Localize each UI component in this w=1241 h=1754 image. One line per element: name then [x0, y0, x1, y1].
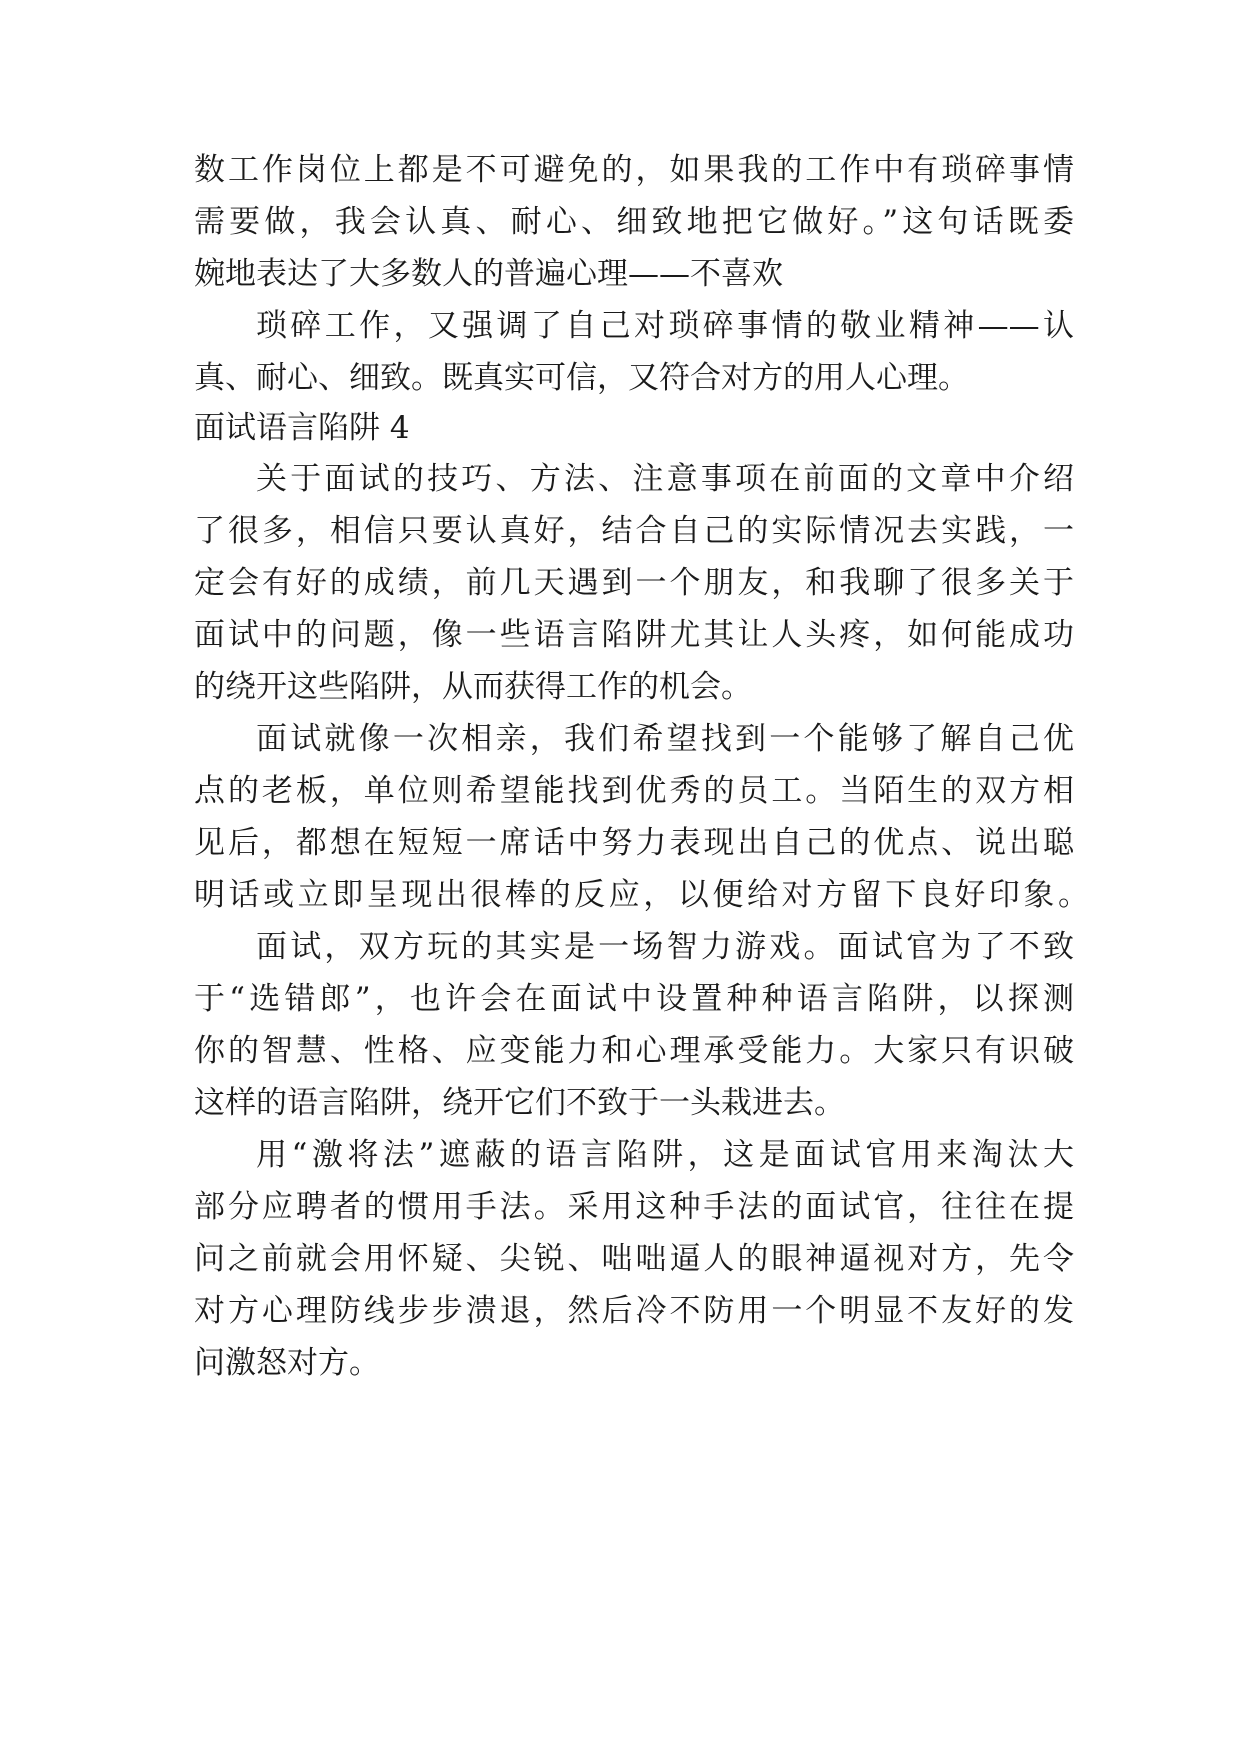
paragraph-line: 的绕开这些陷阱，从而获得工作的机会。 — [194, 669, 752, 705]
paragraph-line: 关于面试的技巧、方法、注意事项在前面的文章中介绍 — [256, 461, 1074, 497]
paragraph-line: 对方心理防线步步溃退，然后冷不防用一个明显不友好的发 — [194, 1293, 1074, 1329]
paragraph-line: 面试，双方玩的其实是一场智力游戏。面试官为了不致 — [256, 929, 1074, 965]
paragraph-line: 于“选错郎”，也许会在面试中设置种种语言陷阱，以探测 — [194, 981, 1074, 1017]
paragraph-line: 琐碎工作，又强调了自己对琐碎事情的敬业精神——认 — [256, 308, 1074, 344]
paragraph-line: 点的老板，单位则希望能找到优秀的员工。当陌生的双方相 — [194, 773, 1074, 809]
paragraph-line: 用“激将法”遮蔽的语言陷阱，这是面试官用来淘汰大 — [256, 1137, 1074, 1173]
paragraph-line: 问之前就会用怀疑、尖锐、咄咄逼人的眼神逼视对方，先令 — [194, 1241, 1074, 1277]
paragraph-line: 部分应聘者的惯用手法。采用这种手法的面试官，往往在提 — [194, 1189, 1074, 1225]
paragraph-line: 面试就像一次相亲，我们希望找到一个能够了解自己优 — [256, 721, 1074, 757]
paragraph-line: 需要做，我会认真、耐心、细致地把它做好。”这句话既委 — [194, 204, 1074, 240]
paragraph-line: 婉地表达了大多数人的普遍心理——不喜欢 — [194, 256, 783, 292]
paragraph-line: 你的智慧、性格、应变能力和心理承受能力。大家只有识破 — [194, 1033, 1074, 1069]
paragraph-line: 了很多，相信只要认真好，结合自己的实际情况去实践，一 — [194, 513, 1074, 549]
paragraph-line: 这样的语言陷阱，绕开它们不致于一头栽进去。 — [194, 1085, 845, 1121]
paragraph-line: 面试中的问题，像一些语言陷阱尤其让人头疼，如何能成功 — [194, 617, 1074, 653]
paragraph-line: 定会有好的成绩，前几天遇到一个朋友，和我聊了很多关于 — [194, 565, 1074, 601]
section-heading: 面试语言陷阱 4 — [194, 410, 410, 446]
paragraph-line: 见后，都想在短短一席话中努力表现出自己的优点、说出聪 — [194, 825, 1074, 861]
paragraph-line: 问激怒对方。 — [194, 1345, 380, 1381]
paragraph-line: 真、耐心、细致。既真实可信，又符合对方的用人心理。 — [194, 360, 969, 396]
paragraph-line: 数工作岗位上都是不可避免的，如果我的工作中有琐碎事情 — [194, 152, 1074, 188]
paragraph-line: 明话或立即呈现出很棒的反应，以便给对方留下良好印象。 — [194, 877, 1089, 913]
